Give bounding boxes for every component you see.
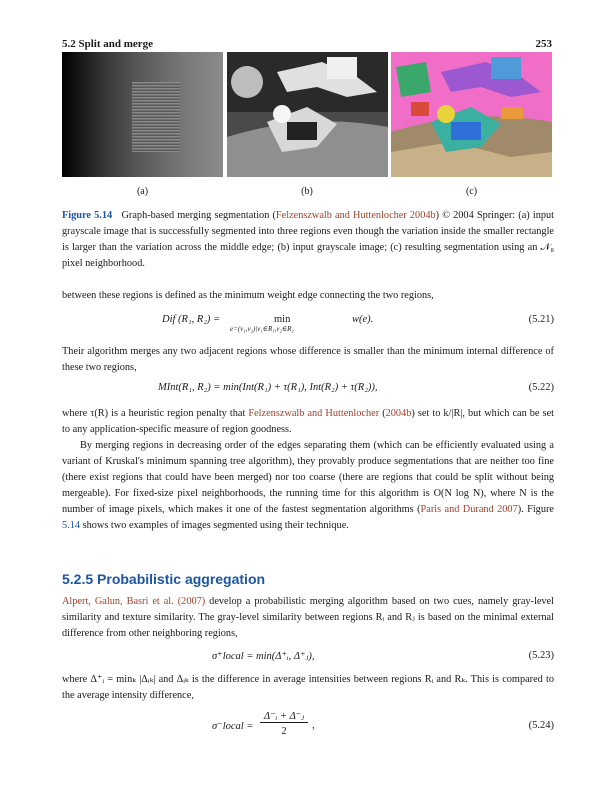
citation-link[interactable]: Felzenszwalb and Huttenlocher 2004b [275,210,436,221]
equation-5-24 [62,710,554,744]
eq524-denominator: 2 [281,726,287,737]
eq524-numerator: Δ⁻ᵢ + Δ⁻ⱼ [260,710,308,723]
paragraph-5 [62,594,554,642]
equation-number: (5.22) [528,382,554,393]
figure-panel-a-image [62,52,223,177]
paragraph-2: Their algorithm merges any two adjacent regions whose difference is smaller than the minimum internal difference of these two regions, [62,346,554,373]
citation-link[interactable]: 2004b [385,408,412,419]
figure-panel-b-image [227,52,388,177]
p3-text: where τ(R) is a heuristic region penalty that [62,408,249,419]
eq521-rhs: w(e). [352,314,374,325]
eq521-min: min [274,314,291,325]
citation-link[interactable]: Paris and Durand 2007 [420,504,518,515]
noisy-rectangle [132,82,180,152]
paragraph-3 [62,406,554,438]
caption-text-2: ) © 2004 Springer: (a) input grayscale image that is successfully segmented into three regions even though the variation inside the smaller rectangle is larger than the variation across the middle edge; (b) input grayscale image; (c) resulting segmentation using an 𝒩₈ pixel neighborhood. [62,210,554,269]
subfigure-label-b: (b) [301,186,313,197]
citation-link[interactable]: Alpert, Galun, Basri et al. (2007) [62,596,206,607]
paragraph-4 [62,438,554,534]
section-title: 5.2.5 Probabilistic aggregation [62,571,266,587]
eq523-body: σ⁺local = min(Δ⁺ᵢ, Δ⁺ⱼ), [212,651,315,662]
p3-text: ( [379,408,386,419]
subfigure-labels [62,186,552,197]
equation-number: (5.23) [528,650,554,661]
page-number: 253 [535,38,552,50]
paragraph-6: where Δ⁺ᵢ = minₖ |Δᵢₖ| and Δᵢₖ is the difference in average intensities between regions Rᵢ and Rₖ. This is compared to the average intensity difference, [62,674,554,701]
figure-panels [62,52,552,177]
eq524-tail: , [312,720,315,731]
p4-text: By merging regions in decreasing order of the edges separating them (which can be efficiently evaluated using a variant of Kruskal's minimum spanning tree algorithm), they provably produce segmentations that are neither too fine (there exist regions that could have been merged) nor too coarse (there are regions that could be split without being mergeable). For fixed-size pixel neighborhoods, the running time for this algorithm is O(N log N), where N is the number of image pixels, which makes it one of the fastest segmentation algorithms ( [62,440,554,515]
p4-text: ). Figure [517,504,554,515]
p4-text: shows two examples of images segmented using their technique. [80,520,349,531]
segmentation-result [391,52,552,177]
running-header [62,38,552,50]
figure-panel-c-segmentation [391,52,552,177]
figure-reference-link[interactable]: 5.14 [62,520,81,531]
eq521-lhs: Dif (R₁, R₂) = [162,314,221,325]
eq524-lhs: σ⁻local = [212,721,254,732]
citation-link[interactable]: Felzenszwalb and Huttenlocher [248,408,380,419]
p3-text: ) set to k/|R|, but which can be set to any application-specific measure of region goodness. [62,408,554,435]
subfigure-label-c: (c) [465,186,478,197]
baseball-photo-grayscale [227,52,388,177]
eq522-body: MInt(R₁, R₂) = min(Int(R₁) + τ(R₁), Int(R₂) + τ(R₂)), [158,382,378,393]
equation-number: (5.24) [528,720,554,731]
p5-text: develop a probabilistic merging algorithm based on two cues, namely gray-level similarity and texture similarity. The gray-level similarity between regions Rᵢ and Rⱼ is based on the minimal external difference from other neighboring regions, [62,596,554,639]
caption-text-1: Graph-based merging segmentation ( [121,210,276,221]
eq521-subscript: e=(v₁,v₂)|v₁∈R₁,v₂∈R₂ [230,325,294,333]
equation-5-21 [62,314,554,336]
subfigure-label-a: (a) [136,186,149,197]
equation-number: (5.21) [528,314,554,325]
figure-caption [62,208,554,272]
paragraph-1: between these regions is defined as the minimum weight edge connecting the two regions, [62,290,434,301]
figure-label: Figure 5.14 [62,210,113,221]
section-heading-running: 5.2 Split and merge [62,38,154,50]
